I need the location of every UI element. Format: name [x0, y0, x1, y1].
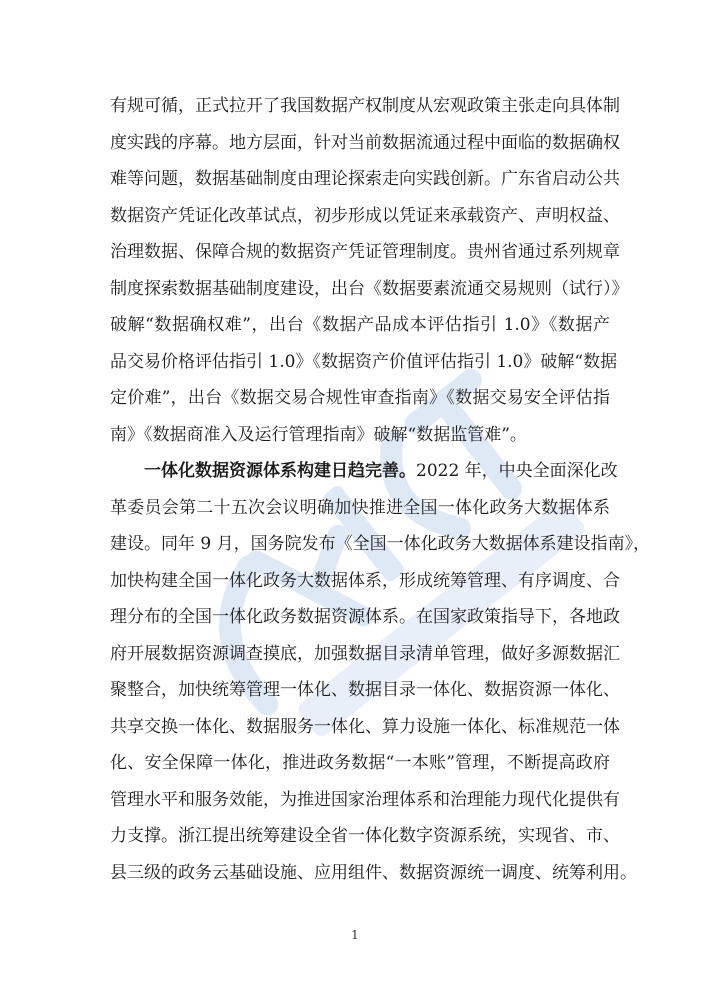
text-line: 共享交换一体化、数据服务一体化、算力设施一体化、标准规范一体: [110, 716, 620, 737]
body-text: [110, 88, 651, 891]
paragraph-heading-continuation: 2022 年，中央全面深化改: [416, 461, 618, 481]
text-line: 化、安全保障一体化，推进政务数据“一本账”管理，不断提高政府: [110, 753, 610, 773]
text-line: 治理数据、保障合规的数据资产凭证管理制度。贵州省通过系列规章: [110, 242, 620, 262]
text-line: 力支撑。浙江提出统筹建设全省一体化数字资源系统，实现省、市、: [110, 826, 620, 846]
text-line: 理分布的全国一体化政务数据资源体系。在国家政策指导下，各地政: [110, 607, 620, 627]
text-line: 南》《数据商准入及运行管理指南》破解“数据监管难”。: [110, 424, 527, 445]
text-line: 聚整合，加快统筹管理一体化、数据目录一体化、数据资源一体化、: [110, 680, 620, 700]
paragraph-first-line: [110, 453, 618, 490]
text-line: 有规可循，正式拉开了我国数据产权制度从宏观政策主张走向具体制: [110, 96, 620, 116]
text-line: 管理水平和服务效能，为推进国家治理体系和治理能力现代化提供有: [110, 789, 620, 810]
text-line: 县三级的政务云基础设施、应用组件、数据资源统一调度、统筹利用。: [110, 862, 637, 883]
text-line: 品交易价格评估指引 1.0》《数据资产价值评估指引 1.0》破解“数据: [110, 351, 618, 372]
text-line: 定价难”，出台《数据交易合规性审查指南》《数据交易安全评估指: [110, 388, 610, 408]
text-line: 府开展数据资源调查摸底，加强数据目录清单管理，做好多源数据汇: [110, 643, 620, 664]
text-line: 度实践的序幕。地方层面，针对当前数据流通过程中面临的数据确权: [110, 132, 620, 153]
text-line: 建设。同年 9 月，国务院发布《全国一体化政务大数据体系建设指南》，: [110, 534, 651, 554]
text-line: 革委员会第二十五次会议明确加快推进全国一体化政务大数据体系: [110, 497, 610, 518]
text-line: 难等问题，数据基础制度由理论探索走向实践创新。广东省启动公共: [110, 169, 620, 189]
text-line: 制度探索数据基础制度建设，出台《数据要素流通交易规则（试行）》: [110, 278, 629, 299]
text-line: 加快构建全国一体化政务大数据体系，形成统筹管理、有序调度、合: [110, 570, 620, 591]
page-number: 1: [351, 928, 359, 942]
text-line: 数据资产凭证化改革试点，初步形成以凭证来承载资产、声明权益、: [110, 205, 620, 226]
paragraph-heading: 一体化数据资源体系构建日趋完善。: [144, 461, 416, 481]
text-line: 破解“数据确权难”，出台《数据产品成本评估指引 1.0》《数据产: [110, 315, 610, 335]
